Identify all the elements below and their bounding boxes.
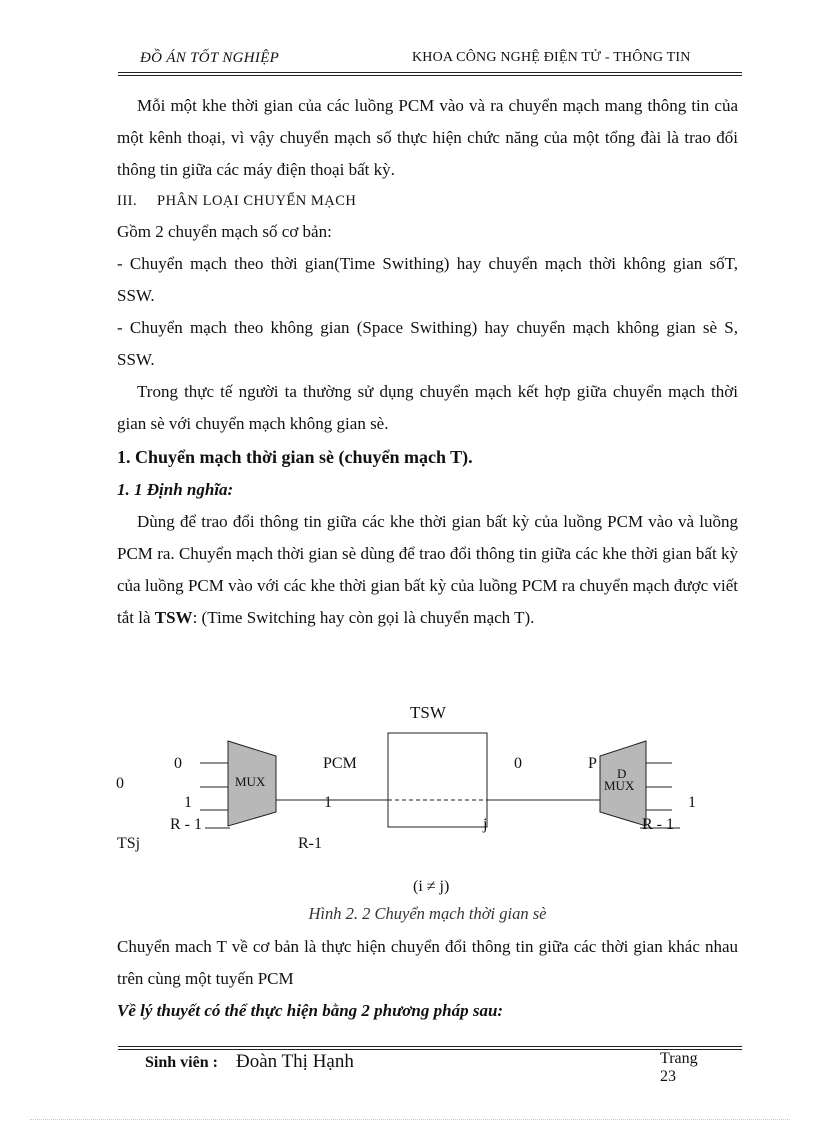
- demux-mux-label: MUX: [604, 778, 635, 793]
- tsw-label: TSW: [410, 703, 446, 722]
- list-item-time-switching: - Chuyển mạch theo thời gian(Time Swithing) hay chuyển mạch thời không gian sốT, SSW.: [117, 254, 738, 305]
- page-edge-dotted: [30, 1119, 790, 1120]
- input-r1-label: R - 1: [170, 816, 202, 833]
- footer-student-name: Đoàn Thị Hạnh: [236, 1051, 354, 1072]
- tsw-term: TSW: [154, 608, 193, 627]
- paragraph-dinh-nghia-part1: Dùng để trao đổi thông tin giữa các khe thời gian bất kỳ của luồng PCM vào và luồng PCM ra. Chuyển mạch thời gian sè dùng để trao đổi thông tin giữa các khe thời gian bất kỳ của luồng PCM vào với các khe thời gian bất kỳ của luồng PCM ra chuyển mạch được viết tắt là: [117, 512, 738, 627]
- paragraph-gom-2: Gồm 2 chuyển mạch số cơ bản:: [117, 222, 332, 241]
- tsw-box: [388, 733, 487, 827]
- left-0-label: 0: [116, 775, 124, 792]
- paragraph-dinh-nghia-part2: : (Time Switching hay còn gọi là chuyển mạch T).: [192, 608, 535, 627]
- section-number: III.: [117, 193, 138, 209]
- footer-student-label: Sinh viên :: [145, 1054, 218, 1071]
- footer-rule-top: [118, 1046, 742, 1047]
- input-0-label: 0: [174, 755, 182, 772]
- right-1-label: 1: [688, 794, 696, 811]
- paragraph-chuyen-mach-t: Chuyển mach T về cơ bản là thực hiện chuyển đổi thông tin giữa các thời gian khác nhau trên cùng một tuyến PCM: [117, 937, 738, 988]
- footer-page-number: 23: [660, 1068, 676, 1085]
- footer-page: [660, 1050, 698, 1086]
- footer-rule-bottom: [118, 1049, 742, 1050]
- list-item-space-switching: - Chuyển mạch theo không gian (Space Swithing) hay chuyển mạch không gian sè S, SSW.: [117, 318, 738, 369]
- paragraph-thuc-te: Trong thực tế người ta thường sử dụng chuyển mạch kết hợp giữa chuyển mạch thời gian sè với chuyển mạch không gian sè.: [117, 382, 738, 433]
- output-0-label: 0: [514, 755, 522, 772]
- output-p-label: P: [588, 755, 597, 772]
- heading-chuyen-mach-t: 1. Chuyển mạch thời gian sè (chuyển mạch T).: [117, 447, 473, 467]
- pcm-line-1-label: 1: [324, 794, 332, 811]
- demux-d-label: D: [617, 766, 627, 781]
- j-label: j: [483, 816, 488, 833]
- after-figure-text: [117, 931, 738, 1027]
- tsj-label: TSj: [117, 835, 141, 852]
- input-1-label: 1: [184, 794, 192, 811]
- figure-caption: Hình 2. 2 Chuyển mạch thời gian sè: [308, 904, 547, 923]
- output-r1-label: R - 1: [642, 816, 674, 833]
- paragraph-khe-thoi-gian: Mỗi một khe thời gian của các luồng PCM vào và ra chuyển mạch mang thông tin của một kênh thoại, vì vậy chuyển mạch số thực hiện chức năng của một tổng đài là trao đổi thông tin giữa các máy điện thoại bất kỳ.: [117, 96, 738, 179]
- footer-page-label: Trang: [660, 1050, 698, 1067]
- heading-dinh-nghia: 1. 1 Định nghĩa:: [117, 480, 234, 499]
- header-left-title: ĐỒ ÁN TỐT NGHIỆP: [140, 50, 280, 66]
- section-title: PHÂN LOẠI CHUYỂN MẠCH: [157, 193, 357, 209]
- bottom-r1-label: R-1: [298, 835, 322, 852]
- condition-label: (i ≠ j): [413, 878, 450, 895]
- header-right-title: KHOA CÔNG NGHỆ ĐIỆN TỬ - THÔNG TIN: [412, 50, 691, 65]
- pcm-label: PCM: [323, 755, 357, 772]
- heading-phuong-phap: Về lý thuyết có thể thực hiện bằng 2 phương pháp sau:: [117, 1001, 504, 1020]
- mux-label: MUX: [235, 774, 266, 789]
